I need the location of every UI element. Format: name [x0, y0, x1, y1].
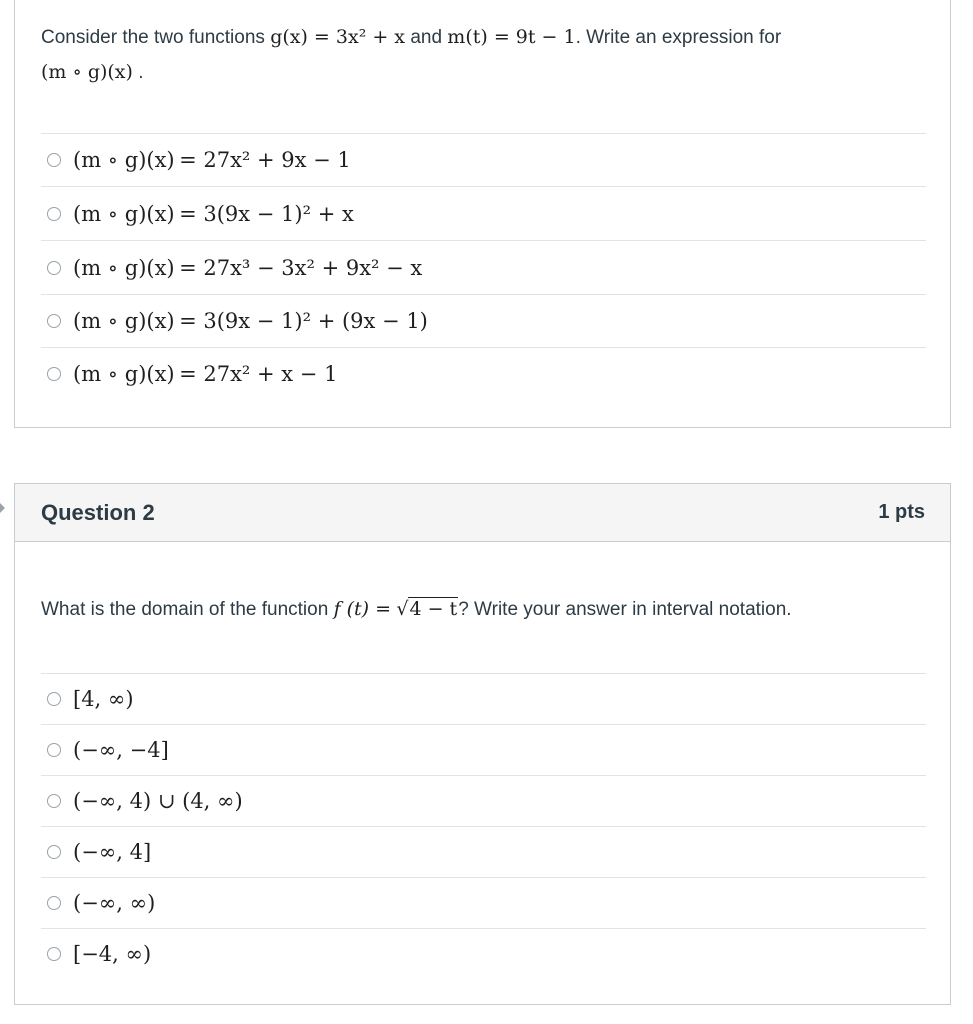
radio-button[interactable]: [47, 314, 61, 328]
answer-rhs: = 27x³ − 3x² + 9x² − x: [179, 255, 423, 280]
answer-rhs: = 3(9x − 1)² + (9x − 1): [179, 309, 428, 333]
answer-text: (−∞, 4) ∪ (4, ∞): [73, 789, 243, 813]
answer-rhs: = 3(9x − 1)² + x: [179, 201, 354, 226]
prompt-instruction: . Write an expression for: [575, 27, 782, 48]
radio-button[interactable]: [47, 896, 61, 910]
question-2-panel: [14, 483, 951, 1005]
radio-button[interactable]: [47, 692, 61, 706]
sqrt-expression: √4 − t: [396, 598, 458, 620]
answer-lhs: (m ∘ g)(x): [73, 201, 175, 226]
radio-button[interactable]: [47, 947, 61, 961]
question-1-panel: [14, 0, 951, 428]
answer-option[interactable]: [41, 826, 926, 877]
question-header: [15, 484, 950, 542]
answer-option[interactable]: [41, 775, 926, 826]
radio-button[interactable]: [47, 367, 61, 381]
answer-rhs: = 27x² + x − 1: [179, 362, 338, 386]
answer-option[interactable]: [41, 347, 926, 400]
prompt-end: .: [138, 62, 144, 83]
question-1-answers: [41, 133, 926, 400]
answer-option[interactable]: [41, 240, 926, 294]
radio-button[interactable]: [47, 743, 61, 757]
answer-rhs: = 27x² + 9x − 1: [179, 148, 351, 172]
answer-option[interactable]: [41, 877, 926, 928]
answer-option[interactable]: [41, 294, 926, 347]
prompt-intro: Consider the two functions: [41, 27, 265, 48]
answer-text: (−∞, 4]: [73, 840, 152, 864]
m-definition: m(t) = 9t − 1: [447, 26, 576, 48]
answer-lhs: (m ∘ g)(x): [73, 309, 175, 333]
g-definition: g(x) = 3x² + x: [270, 26, 406, 48]
collapse-arrow-icon[interactable]: [0, 503, 5, 513]
function-lhs: f (t) =: [333, 598, 392, 620]
radicand: 4 − t: [409, 598, 458, 620]
answer-option[interactable]: [41, 133, 926, 186]
prompt-and: and: [410, 27, 443, 48]
question-2-prompt: [41, 592, 926, 627]
answer-option[interactable]: [41, 673, 926, 724]
radio-button[interactable]: [47, 794, 61, 808]
radio-button[interactable]: [47, 153, 61, 167]
prompt-rest: ? Write your answer in interval notation.: [458, 599, 792, 620]
prompt-intro: What is the domain of the function: [41, 599, 329, 620]
radio-button[interactable]: [47, 845, 61, 859]
radio-button[interactable]: [47, 207, 61, 221]
answer-option[interactable]: [41, 186, 926, 240]
answer-text: [−4, ∞): [73, 942, 152, 966]
question-2-answers: [41, 673, 926, 979]
question-title: Question 2: [41, 499, 155, 525]
answer-text: (−∞, ∞): [73, 891, 156, 915]
question-points: 1 pts: [878, 501, 925, 523]
target-expression: (m ∘ g)(x): [41, 61, 133, 83]
answer-text: (−∞, −4]: [73, 738, 169, 762]
radio-button[interactable]: [47, 261, 61, 275]
answer-lhs: (m ∘ g)(x): [73, 255, 175, 280]
question-1-prompt: [41, 20, 926, 90]
answer-text: [4, ∞): [73, 687, 134, 711]
answer-option[interactable]: [41, 724, 926, 775]
answer-lhs: (m ∘ g)(x): [73, 148, 175, 172]
answer-lhs: (m ∘ g)(x): [73, 362, 175, 386]
answer-option[interactable]: [41, 928, 926, 979]
